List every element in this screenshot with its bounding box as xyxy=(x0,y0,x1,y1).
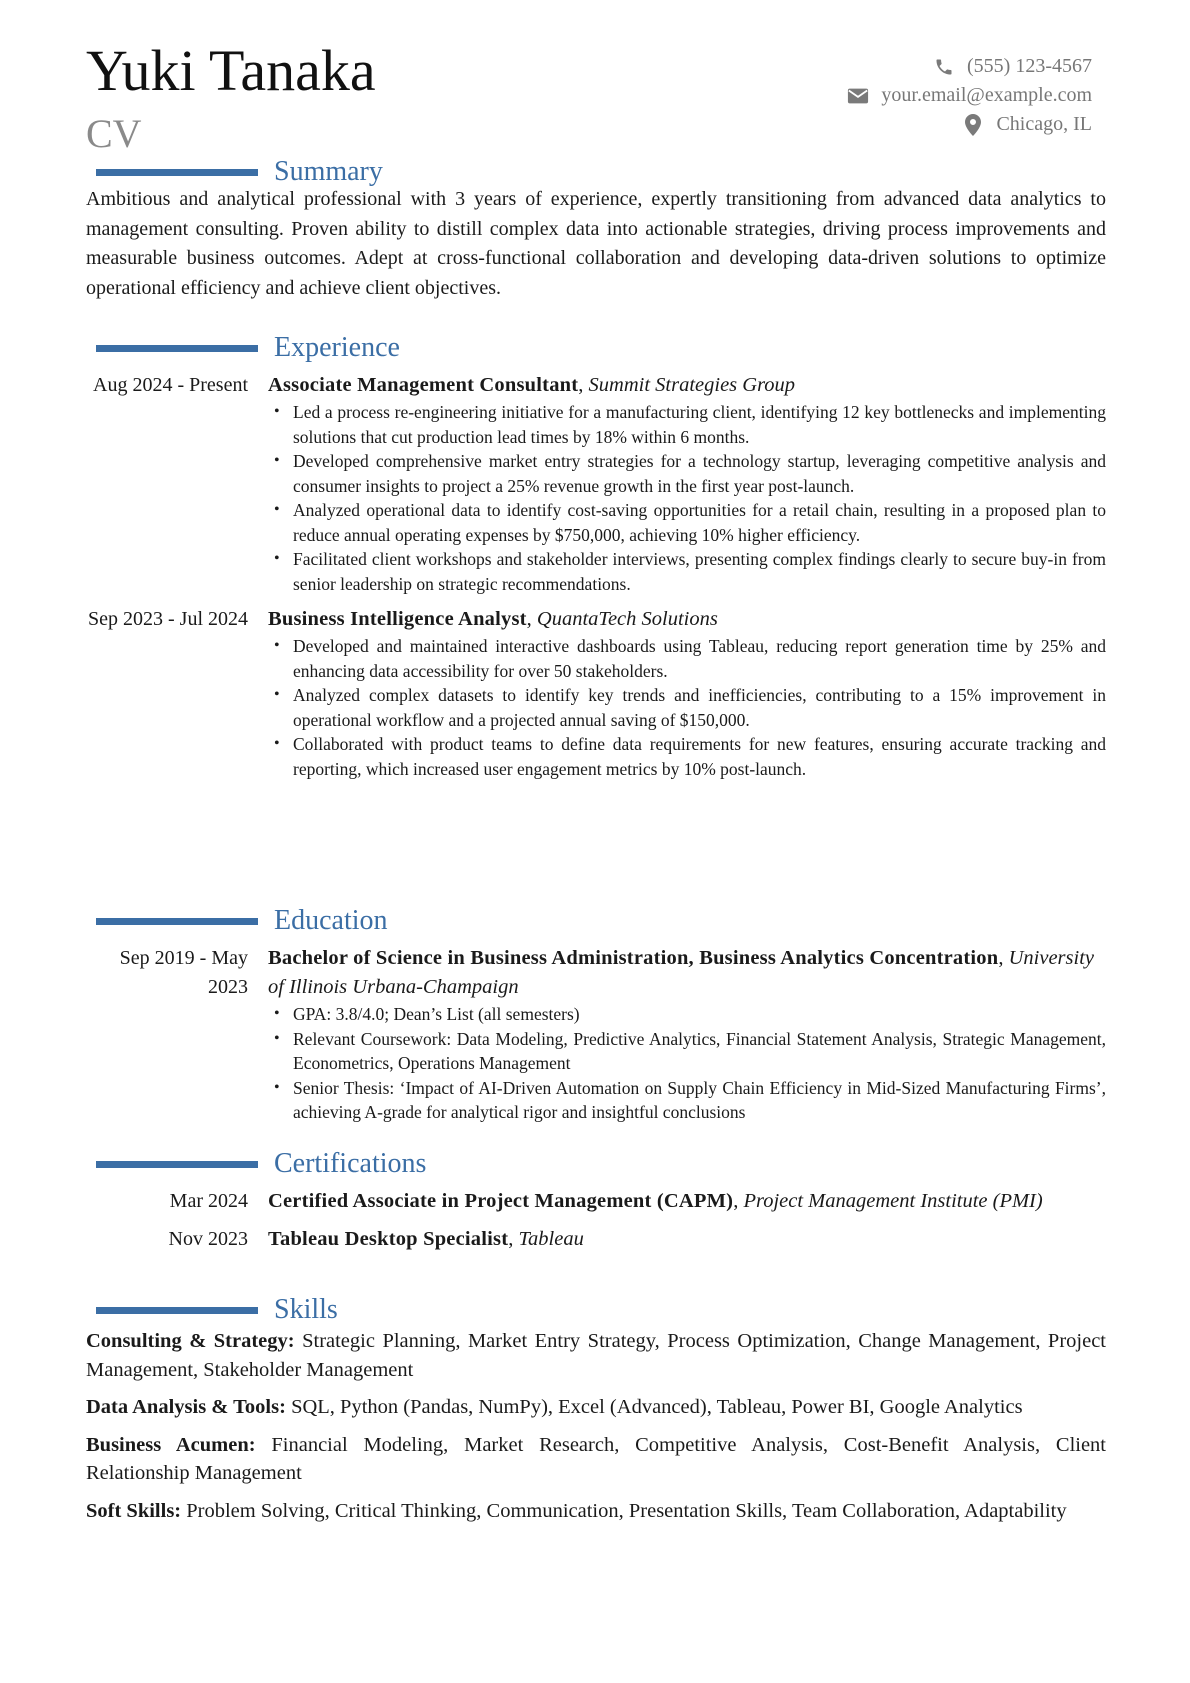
entry-heading: Bachelor of Science in Business Administration, Business Analytics Concentration, University of Illinois Urbana-Champaign xyxy=(268,947,1094,998)
list-item: • Analyzed complex datasets to identify key trends and inefficiencies, contributing to a 15% improvement in operational workflow and a projected annual saving of $150,000. xyxy=(268,683,1106,732)
experience-section xyxy=(86,331,1106,781)
entry-org: Tableau xyxy=(518,1228,584,1250)
contact-phone xyxy=(847,52,1092,81)
summary-section xyxy=(86,155,1106,303)
certification-entry xyxy=(86,1187,1106,1216)
summary-title: Summary xyxy=(274,156,383,187)
entry-role: Certified Associate in Project Management (CAPM) xyxy=(268,1190,734,1212)
section-rule xyxy=(96,1161,258,1168)
contact-phone-text: (555) 123-4567 xyxy=(967,55,1092,77)
contact-location xyxy=(847,110,1092,139)
skill-group xyxy=(86,1497,1106,1526)
skill-items: Financial Modeling, Market Research, Competitive Analysis, Cost-Benefit Analysis, Client Relationship Management xyxy=(86,1433,1107,1484)
education-title: Education xyxy=(274,905,388,936)
skill-group xyxy=(86,1393,1106,1422)
cv-name: Yuki Tanaka xyxy=(86,38,376,103)
skill-label: Consulting & Strategy: xyxy=(86,1330,295,1352)
skills-heading xyxy=(86,1293,1106,1327)
certifications-title: Certifications xyxy=(274,1148,427,1179)
entry-role: Bachelor of Science in Business Administration, Business Analytics Concentration xyxy=(268,947,999,969)
list-item: • Relevant Coursework: Data Modeling, Predictive Analytics, Financial Statement Analysis, Strategic Management, Econometrics, Operations Management xyxy=(268,1027,1106,1076)
summary-text: Ambitious and analytical professional with 3 years of experience, expertly transitioning from advanced data analytics to management consulting. Proven ability to distill complex data into actionable strategies, driving process improvements and measurable business outcomes. Adept at cross-functional collaboration and developing data-driven solutions to optimize operational efficiency and achieve client objectives. xyxy=(86,188,1106,299)
entry-org: Summit Strategies Group xyxy=(588,374,796,396)
contact-email-text: your.email@example.com xyxy=(881,84,1092,106)
list-item: • GPA: 3.8/4.0; Dean’s List (all semesters) xyxy=(268,1002,1106,1027)
entry-role: Associate Management Consultant xyxy=(268,374,579,396)
skills-section xyxy=(86,1293,1106,1534)
skill-items: Strategic Planning, Market Entry Strategy, Process Optimization, Change Management, Project Management, Stakeholder Management xyxy=(86,1330,1107,1381)
section-rule xyxy=(96,918,258,925)
section-rule xyxy=(96,169,258,176)
contact-location-text: Chicago, IL xyxy=(996,113,1092,135)
entry-bullets xyxy=(268,1002,1106,1125)
phone-icon xyxy=(933,56,955,78)
entry-date: Sep 2019 - May 2023 xyxy=(119,947,248,998)
certifications-section xyxy=(86,1147,1106,1254)
entry-heading: Tableau Desktop Specialist, Tableau xyxy=(268,1228,584,1250)
list-item: • Developed comprehensive market entry strategies for a technology startup, leveraging competitive analysis and consumer insights to project a 25% revenue growth in the first year post-launch. xyxy=(268,449,1106,498)
skill-group xyxy=(86,1327,1106,1384)
entry-org: QuantaTech Solutions xyxy=(536,608,718,630)
cv-subtitle: CV xyxy=(86,111,142,156)
skill-group xyxy=(86,1431,1106,1488)
entry-date: Sep 2023 - Jul 2024 xyxy=(88,608,248,630)
certifications-heading xyxy=(86,1147,1106,1181)
envelope-icon xyxy=(847,85,869,107)
list-item: • Collaborated with product teams to define data requirements for new features, ensuring accurate tracking and reporting, which increased user engagement metrics by 10% post-launch. xyxy=(268,732,1106,781)
entry-date: Nov 2023 xyxy=(168,1228,248,1250)
entry-date: Mar 2024 xyxy=(169,1190,248,1212)
entry-bullets xyxy=(268,634,1106,781)
entry-heading: Associate Management Consultant, Summit Strategies Group xyxy=(268,374,796,396)
list-item: • Developed and maintained interactive dashboards using Tableau, reducing report generation time by 25% and enhancing data accessibility for over 50 stakeholders. xyxy=(268,634,1106,683)
skills-title: Skills xyxy=(274,1294,338,1325)
list-item: • Analyzed operational data to identify cost-saving opportunities for a retail chain, resulting in a proposed plan to reduce annual operating expenses by $750,000, achieving 10% higher efficiency. xyxy=(268,498,1106,547)
list-item: • Led a process re-engineering initiative for a manufacturing client, identifying 12 key bottlenecks and implementing solutions that cut production lead times by 18% within 6 months. xyxy=(268,400,1106,449)
section-rule xyxy=(96,345,258,352)
entry-date: Aug 2024 - Present xyxy=(93,374,248,396)
certification-entry xyxy=(86,1225,1106,1254)
list-item: • Senior Thesis: ‘Impact of AI-Driven Automation on Supply Chain Efficiency in Mid-Sized Manufacturing Firms’, achieving A-grade for analytical rigor and insightful conclusions xyxy=(268,1076,1106,1125)
experience-heading xyxy=(86,331,1106,365)
skill-items: Problem Solving, Critical Thinking, Communication, Presentation Skills, Team Collaboration, Adaptability xyxy=(186,1499,1067,1522)
skill-label: Business Acumen: xyxy=(86,1433,256,1456)
contact-email xyxy=(847,81,1092,110)
summary-heading xyxy=(86,155,1106,189)
entry-role: Tableau Desktop Specialist xyxy=(268,1228,509,1250)
list-item: • Facilitated client workshops and stakeholder interviews, presenting complex findings clearly to secure buy-in from senior leadership on strategic recommendations. xyxy=(268,547,1106,596)
map-pin-icon xyxy=(962,114,984,136)
entry-bullets xyxy=(268,400,1106,596)
entry-heading: Certified Associate in Project Management (CAPM), Project Management Institute (PMI) xyxy=(268,1190,1043,1212)
experience-entry xyxy=(86,605,1106,781)
education-entry xyxy=(86,944,1106,1125)
skill-label: Soft Skills: xyxy=(86,1499,182,1522)
education-heading xyxy=(86,904,1106,938)
contact-block xyxy=(847,52,1092,139)
experience-title: Experience xyxy=(274,332,400,363)
skill-items: SQL, Python (Pandas, NumPy), Excel (Advanced), Tableau, Power BI, Google Analytics xyxy=(291,1396,1023,1418)
entry-role: Business Intelligence Analyst xyxy=(268,608,527,630)
education-section xyxy=(86,904,1106,1125)
experience-entry xyxy=(86,371,1106,596)
section-rule xyxy=(96,1307,258,1314)
entry-heading: Business Intelligence Analyst, QuantaTech Solutions xyxy=(268,608,718,630)
entry-org: University of Illinois Urbana-Champaign xyxy=(268,947,1094,998)
entry-org: Project Management Institute (PMI) xyxy=(743,1190,1043,1212)
skill-label: Data Analysis & Tools: xyxy=(86,1396,286,1418)
